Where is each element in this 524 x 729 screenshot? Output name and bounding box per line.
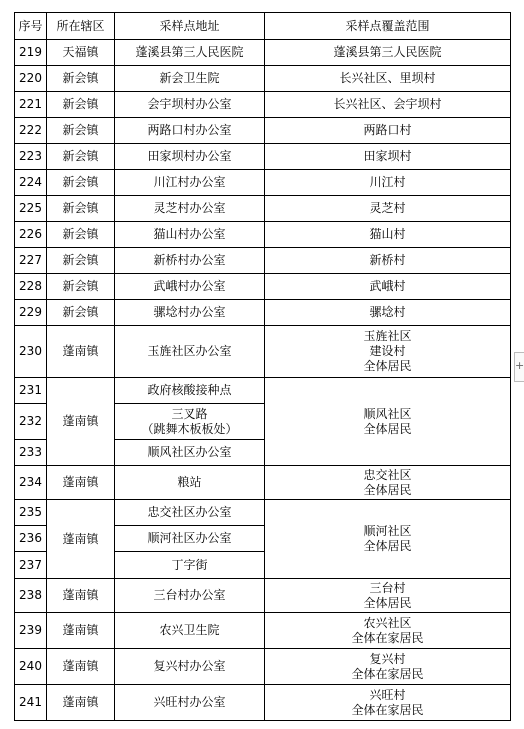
cell-district: 新会镇 <box>47 248 115 274</box>
cell-address: 武峨村办公室 <box>115 274 265 300</box>
coverage-line: 建设村 <box>369 344 406 358</box>
coverage-line: 复兴村 <box>369 651 406 666</box>
address-line: 顺风社区办公室 <box>147 445 232 459</box>
cell-no: 239 <box>15 613 47 649</box>
table-row <box>15 248 511 274</box>
cell-address: 玉旌社区办公室 <box>115 326 265 378</box>
cell-address: 骡埝村办公室 <box>115 300 265 326</box>
cell-coverage <box>265 466 511 500</box>
cell-district: 新会镇 <box>47 118 115 144</box>
table-row <box>15 300 511 326</box>
cell-district: 新会镇 <box>47 274 115 300</box>
table-row <box>15 66 511 92</box>
header-no: 序号 <box>15 13 47 40</box>
coverage-line: 顺风社区 <box>363 406 412 421</box>
cell-district: 新会镇 <box>47 196 115 222</box>
coverage-line: 兴旺村 <box>369 687 406 702</box>
cell-no: 227 <box>15 248 47 274</box>
table-row <box>15 222 511 248</box>
cell-district: 蓬南镇 <box>47 579 115 613</box>
cell-coverage <box>265 378 511 466</box>
table-row <box>15 500 511 526</box>
table-row <box>15 466 511 500</box>
coverage-line: 全体在家居民 <box>351 702 424 717</box>
cell-district: 新会镇 <box>47 222 115 248</box>
table-row <box>15 92 511 118</box>
sampling-sites-table <box>14 12 511 721</box>
plus-icon: + <box>515 359 524 372</box>
coverage-line: 顺河社区 <box>363 524 412 538</box>
cell-no: 233 <box>15 440 47 466</box>
cell-district: 蓬南镇 <box>47 649 115 685</box>
cell-district: 蓬南镇 <box>47 500 115 579</box>
cell-district: 天福镇 <box>47 40 115 66</box>
cell-address: 川江村办公室 <box>115 170 265 196</box>
table-row <box>15 274 511 300</box>
header-district: 所在辖区 <box>47 13 115 40</box>
cell-no: 238 <box>15 579 47 613</box>
coverage-line: 全体居民 <box>363 421 412 436</box>
cell-district: 蓬南镇 <box>47 378 115 466</box>
table-row <box>15 170 511 196</box>
cell-coverage: 川江村 <box>265 170 511 196</box>
table-row <box>15 685 511 721</box>
cell-address: 灵芝村办公室 <box>115 196 265 222</box>
cell-no: 236 <box>15 526 47 552</box>
cell-district: 新会镇 <box>47 66 115 92</box>
cell-no: 225 <box>15 196 47 222</box>
cell-address: 复兴村办公室 <box>115 649 265 685</box>
coverage-line: 全体居民 <box>363 359 412 373</box>
cell-no: 231 <box>15 378 47 404</box>
cell-coverage <box>265 613 511 649</box>
cell-no: 237 <box>15 552 47 579</box>
cell-no: 223 <box>15 144 47 170</box>
cell-no: 240 <box>15 649 47 685</box>
cell-district: 新会镇 <box>47 144 115 170</box>
address-line: 三叉路 <box>171 406 208 421</box>
cell-district: 新会镇 <box>47 92 115 118</box>
cell-coverage <box>265 500 511 579</box>
table-row <box>15 613 511 649</box>
coverage-line: 玉旌社区 <box>363 329 412 343</box>
table-row <box>15 144 511 170</box>
cell-address: 新会卫生院 <box>115 66 265 92</box>
cell-district: 蓬南镇 <box>47 326 115 378</box>
table-row <box>15 649 511 685</box>
cell-address: 新桥村办公室 <box>115 248 265 274</box>
cell-coverage <box>265 685 511 721</box>
cell-coverage: 新桥村 <box>265 248 511 274</box>
table-row <box>15 326 511 378</box>
cell-address: 两路口村办公室 <box>115 118 265 144</box>
table-row <box>15 378 511 404</box>
cell-no: 241 <box>15 685 47 721</box>
cell-coverage: 两路口村 <box>265 118 511 144</box>
cell-coverage <box>265 579 511 613</box>
cell-address: 丁字街 <box>115 552 265 579</box>
cell-address <box>115 440 265 466</box>
cell-address: 会宇坝村办公室 <box>115 92 265 118</box>
cell-address: 农兴卫生院 <box>115 613 265 649</box>
table-row <box>15 579 511 613</box>
cell-district: 蓬南镇 <box>47 685 115 721</box>
coverage-line: 全体居民 <box>363 539 412 553</box>
cell-coverage: 长兴社区、会宇坝村 <box>265 92 511 118</box>
cell-no: 232 <box>15 404 47 440</box>
cell-coverage <box>265 649 511 685</box>
cell-no: 221 <box>15 92 47 118</box>
coverage-line: 忠交社区 <box>363 467 412 482</box>
cell-district: 新会镇 <box>47 170 115 196</box>
cell-coverage: 骡埝村 <box>265 300 511 326</box>
coverage-line: 三台村 <box>369 580 406 595</box>
cell-district: 蓬南镇 <box>47 466 115 500</box>
cell-address: 蓬溪县第三人民医院 <box>115 40 265 66</box>
table-row <box>15 40 511 66</box>
cell-coverage: 灵芝村 <box>265 196 511 222</box>
header-row <box>15 13 511 40</box>
cell-address <box>115 378 265 404</box>
coverage-line: 农兴社区 <box>363 615 412 630</box>
address-line: （跳舞木板板处） <box>141 421 238 436</box>
cell-coverage <box>265 326 511 378</box>
coverage-line: 全体居民 <box>363 595 412 610</box>
cell-address <box>115 404 265 440</box>
coverage-line: 全体在家居民 <box>351 630 424 645</box>
table-row <box>15 118 511 144</box>
cell-coverage: 武峨村 <box>265 274 511 300</box>
cell-no: 224 <box>15 170 47 196</box>
cell-district: 蓬南镇 <box>47 613 115 649</box>
cell-address: 猫山村办公室 <box>115 222 265 248</box>
cell-no: 219 <box>15 40 47 66</box>
cell-no: 228 <box>15 274 47 300</box>
cell-district: 新会镇 <box>47 300 115 326</box>
header-coverage: 采样点覆盖范围 <box>265 13 511 40</box>
cell-coverage: 猫山村 <box>265 222 511 248</box>
cell-no: 226 <box>15 222 47 248</box>
table-row <box>15 196 511 222</box>
cell-address: 田家坝村办公室 <box>115 144 265 170</box>
cell-address: 三台村办公室 <box>115 579 265 613</box>
cell-no: 229 <box>15 300 47 326</box>
coverage-line: 全体在家居民 <box>351 666 424 681</box>
cell-address: 顺河社区办公室 <box>115 526 265 552</box>
cell-no: 222 <box>15 118 47 144</box>
cell-coverage: 蓬溪县第三人民医院 <box>265 40 511 66</box>
cell-no: 220 <box>15 66 47 92</box>
cell-coverage: 长兴社区、里坝村 <box>265 66 511 92</box>
cell-coverage: 田家坝村 <box>265 144 511 170</box>
cell-no: 230 <box>15 326 47 378</box>
expand-handle[interactable] <box>514 352 524 382</box>
cell-no: 235 <box>15 500 47 526</box>
header-address: 采样点地址 <box>115 13 265 40</box>
cell-address: 粮站 <box>115 466 265 500</box>
cell-address: 兴旺村办公室 <box>115 685 265 721</box>
cell-no: 234 <box>15 466 47 500</box>
address-line: 政府核酸接种点 <box>147 383 232 397</box>
cell-address: 忠交社区办公室 <box>115 500 265 526</box>
coverage-line: 全体居民 <box>363 482 412 497</box>
